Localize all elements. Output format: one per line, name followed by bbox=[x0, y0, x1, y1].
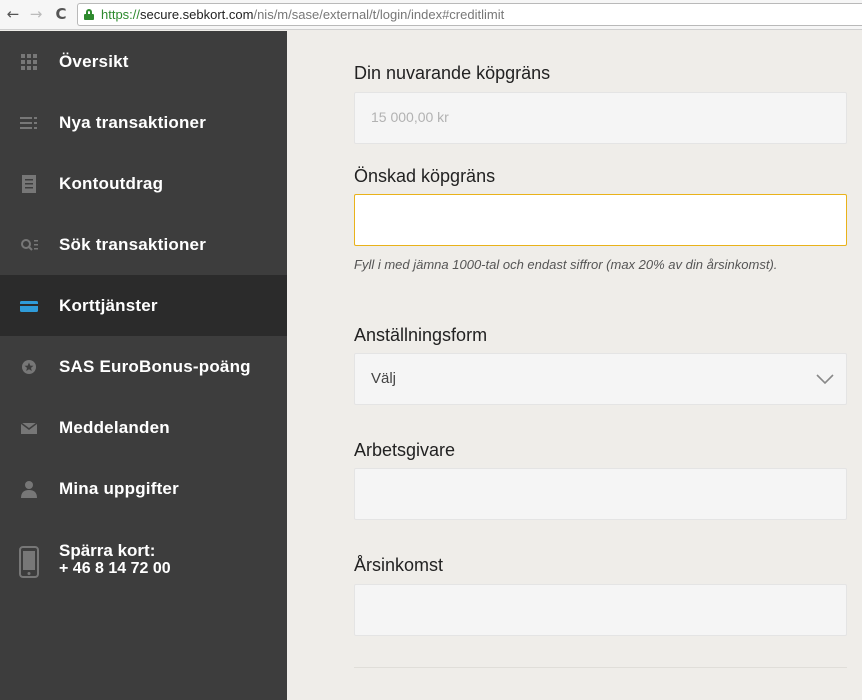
card-icon bbox=[19, 296, 39, 316]
back-arrow-icon[interactable]: ← bbox=[6, 5, 20, 23]
address-bar[interactable] bbox=[77, 3, 862, 26]
credit-limit-form bbox=[287, 31, 862, 700]
sidebar-item-eurobonus[interactable] bbox=[0, 336, 287, 397]
employment-label: Anställningsform bbox=[354, 325, 488, 345]
browser-toolbar bbox=[0, 0, 862, 30]
envelope-icon bbox=[19, 418, 39, 438]
sidebar-item-label: Meddelanden bbox=[59, 417, 170, 437]
sidebar-item-label: Korttjänster bbox=[59, 295, 158, 315]
sidebar-item-label: Sök transaktioner bbox=[59, 234, 207, 254]
sidebar-item-label: Mina uppgifter bbox=[59, 478, 179, 498]
current-limit-value: 15 000,00 kr bbox=[371, 109, 449, 125]
sidebar-item-sparra-kort[interactable] bbox=[0, 519, 287, 599]
block-card-label: Spärra kort: bbox=[59, 541, 156, 560]
current-limit-field bbox=[354, 92, 847, 144]
employment-selected: Välj bbox=[371, 370, 397, 387]
phone-icon bbox=[19, 546, 39, 578]
url-text[interactable]: https://secure.sebkort.com/nis/m/sase/external/t/login/index#creditlimit bbox=[101, 7, 505, 22]
sidebar-item-label: Kontoutdrag bbox=[59, 173, 164, 193]
sidebar bbox=[0, 31, 287, 700]
sidebar-item-label: Nya transaktioner bbox=[59, 112, 207, 132]
sidebar-item-korttjanster[interactable] bbox=[0, 275, 287, 336]
person-icon bbox=[19, 479, 39, 499]
search-list-icon bbox=[19, 235, 39, 255]
employer-label: Arbetsgivare bbox=[354, 440, 456, 460]
income-label: Årsinkomst bbox=[354, 555, 444, 575]
sidebar-item-oversikt[interactable] bbox=[0, 31, 287, 92]
income-input[interactable] bbox=[354, 584, 847, 636]
list-icon bbox=[19, 113, 39, 133]
desired-limit-input[interactable] bbox=[354, 194, 847, 246]
desired-limit-label: Önskad köpgräns bbox=[354, 166, 496, 186]
sidebar-item-label: SAS EuroBonus-poäng bbox=[59, 356, 251, 376]
current-limit-label: Din nuvarande köpgräns bbox=[354, 63, 551, 83]
grid-icon bbox=[19, 52, 39, 72]
block-card-phone[interactable]: + 46 8 14 72 00 bbox=[59, 560, 171, 577]
sidebar-item-label: Översikt bbox=[59, 51, 129, 71]
employment-select[interactable] bbox=[354, 353, 847, 405]
desired-limit-hint: Fyll i med jämna 1000-tal och endast siffror (max 20% av din årsinkomst). bbox=[354, 257, 778, 272]
sidebar-item-meddelanden[interactable] bbox=[0, 397, 287, 458]
sidebar-item-mina-uppgifter[interactable] bbox=[0, 458, 287, 519]
document-icon bbox=[19, 174, 39, 194]
reload-icon[interactable]: C bbox=[55, 5, 67, 23]
chevron-down-icon bbox=[816, 372, 834, 390]
sidebar-item-kontoutdrag[interactable] bbox=[0, 153, 287, 214]
star-icon bbox=[19, 357, 39, 377]
lock-icon bbox=[84, 9, 94, 20]
employer-input[interactable] bbox=[354, 468, 847, 520]
forward-arrow-icon[interactable]: → bbox=[29, 5, 43, 23]
sidebar-item-nya-transaktioner[interactable] bbox=[0, 92, 287, 153]
sidebar-item-sok-transaktioner[interactable] bbox=[0, 214, 287, 275]
divider bbox=[354, 667, 847, 668]
